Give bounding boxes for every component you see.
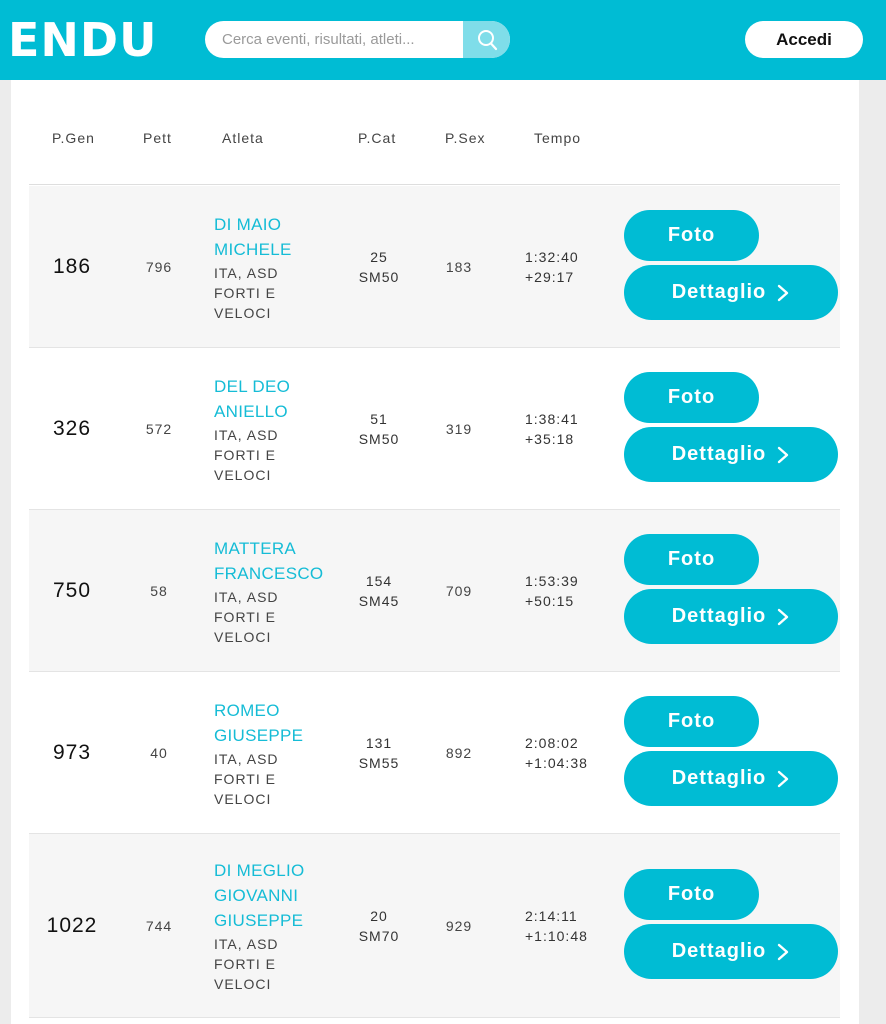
dettaglio-label: Dettaglio bbox=[671, 281, 767, 303]
athlete-name-line: ANIELLO bbox=[214, 401, 288, 421]
table-row bbox=[29, 510, 840, 672]
col-tempo-header[interactable]: Tempo bbox=[534, 130, 582, 146]
col-psex-header[interactable]: P.Sex bbox=[445, 130, 486, 146]
athlete-club bbox=[214, 425, 290, 485]
dettaglio-label: Dettaglio bbox=[671, 443, 767, 465]
col-pett-header[interactable]: Pett bbox=[143, 130, 172, 146]
athlete-club-line: ITA, ASD bbox=[214, 426, 279, 443]
dettaglio-button[interactable] bbox=[624, 427, 838, 482]
athlete-name-link[interactable] bbox=[214, 536, 323, 586]
finish-time: 2:14:11 bbox=[525, 908, 578, 924]
dettaglio-button[interactable] bbox=[624, 924, 838, 979]
athlete-name-line: ROMEO bbox=[214, 700, 280, 720]
foto-button[interactable]: Foto bbox=[624, 372, 759, 423]
athlete-cell bbox=[214, 212, 292, 323]
table-row bbox=[29, 348, 840, 510]
athlete-club-line: ITA, ASD bbox=[214, 750, 279, 767]
chevron-right-icon bbox=[776, 943, 790, 961]
athlete-club-line: FORTI E bbox=[214, 770, 276, 787]
athlete-club-line: VELOCI bbox=[214, 976, 272, 992]
search-button[interactable] bbox=[463, 21, 510, 58]
time-gap: +50:15 bbox=[525, 593, 575, 609]
category-position bbox=[344, 733, 414, 773]
chevron-right-icon bbox=[776, 770, 790, 788]
foto-button[interactable]: Foto bbox=[624, 869, 759, 920]
table-row bbox=[29, 834, 840, 1018]
gender-position: 183 bbox=[445, 259, 473, 275]
foto-button[interactable]: Foto bbox=[624, 534, 759, 585]
time-cell bbox=[525, 906, 588, 946]
athlete-name-line: MICHELE bbox=[214, 239, 292, 259]
foto-button[interactable]: Foto bbox=[624, 210, 759, 261]
athlete-name-link[interactable] bbox=[214, 698, 303, 748]
athlete-club bbox=[214, 587, 323, 647]
category-position bbox=[344, 906, 414, 946]
time-gap: +1:04:38 bbox=[525, 755, 588, 771]
athlete-club bbox=[214, 263, 292, 323]
athlete-name-link[interactable] bbox=[214, 858, 305, 933]
bib-number: 58 bbox=[150, 583, 168, 599]
finish-time: 2:08:02 bbox=[525, 735, 579, 751]
category-rank: 131 bbox=[365, 735, 393, 751]
search-input[interactable] bbox=[205, 21, 463, 58]
search-box bbox=[205, 21, 510, 58]
bib-number: 744 bbox=[145, 918, 173, 934]
athlete-name-link[interactable] bbox=[214, 212, 292, 262]
athlete-name-line: GIUSEPPE bbox=[214, 911, 304, 930]
category-code: SM50 bbox=[358, 431, 400, 447]
bib-number: 572 bbox=[145, 421, 173, 437]
finish-time: 1:53:39 bbox=[525, 573, 579, 589]
category-rank: 20 bbox=[370, 908, 388, 924]
time-cell bbox=[525, 409, 579, 449]
table-row bbox=[29, 672, 840, 834]
dettaglio-button[interactable] bbox=[624, 265, 838, 320]
dettaglio-label: Dettaglio bbox=[671, 605, 767, 627]
athlete-club bbox=[214, 749, 303, 809]
bib-number: 796 bbox=[145, 259, 173, 275]
athlete-name-line: DI MAIO bbox=[214, 214, 282, 234]
bib-number: 40 bbox=[150, 745, 168, 761]
category-rank: 154 bbox=[365, 573, 393, 589]
overall-position: 973 bbox=[52, 741, 92, 764]
athlete-name-line: GIOVANNI bbox=[214, 886, 299, 905]
time-cell bbox=[525, 733, 588, 773]
overall-position: 186 bbox=[52, 255, 92, 278]
finish-time: 1:38:41 bbox=[525, 411, 579, 427]
athlete-cell bbox=[214, 858, 305, 994]
athlete-club-line: VELOCI bbox=[214, 628, 272, 645]
category-position bbox=[344, 409, 414, 449]
athlete-club-line: ITA, ASD bbox=[214, 936, 279, 952]
category-code: SM55 bbox=[358, 755, 400, 771]
athlete-club bbox=[214, 934, 305, 994]
table-row bbox=[29, 186, 840, 348]
athlete-club-line: FORTI E bbox=[214, 284, 276, 301]
athlete-club-line: FORTI E bbox=[214, 446, 276, 463]
endu-logo[interactable]: ENDU bbox=[8, 13, 158, 67]
gender-position: 319 bbox=[445, 421, 473, 437]
chevron-right-icon bbox=[776, 446, 790, 464]
gender-position: 709 bbox=[445, 583, 473, 599]
dettaglio-button[interactable] bbox=[624, 751, 838, 806]
search-icon bbox=[476, 29, 498, 51]
category-code: SM45 bbox=[358, 593, 400, 609]
chevron-right-icon bbox=[776, 608, 790, 626]
athlete-club-line: ITA, ASD bbox=[214, 264, 279, 281]
overall-position: 326 bbox=[52, 417, 92, 440]
category-code: SM50 bbox=[358, 269, 400, 285]
category-code: SM70 bbox=[358, 928, 400, 944]
athlete-club-line: FORTI E bbox=[214, 608, 276, 625]
athlete-name-line: MATTERA bbox=[214, 538, 297, 558]
athlete-name-line: FRANCESCO bbox=[214, 563, 324, 583]
athlete-cell bbox=[214, 698, 303, 809]
athlete-cell bbox=[214, 536, 323, 647]
time-gap: +29:17 bbox=[525, 269, 575, 285]
overall-position: 1022 bbox=[46, 914, 98, 937]
athlete-name-line: DEL DEO bbox=[214, 376, 291, 396]
chevron-right-icon bbox=[776, 284, 790, 302]
dettaglio-label: Dettaglio bbox=[671, 940, 767, 962]
col-atleta-header[interactable]: Atleta bbox=[222, 130, 264, 146]
athlete-name-link[interactable] bbox=[214, 374, 290, 424]
gender-position: 892 bbox=[445, 745, 473, 761]
athlete-name-line: GIUSEPPE bbox=[214, 725, 304, 745]
category-position bbox=[344, 247, 414, 287]
overall-position: 750 bbox=[52, 579, 92, 602]
login-button[interactable]: Accedi bbox=[745, 21, 863, 58]
finish-time: 1:32:40 bbox=[525, 249, 579, 265]
time-gap: +35:18 bbox=[525, 431, 575, 447]
gender-position: 929 bbox=[445, 918, 473, 934]
col-pgen-header[interactable]: P.Gen bbox=[52, 130, 95, 146]
foto-button[interactable]: Foto bbox=[624, 696, 759, 747]
athlete-club-line: VELOCI bbox=[214, 304, 272, 321]
athlete-club-line: ITA, ASD bbox=[214, 588, 279, 605]
time-cell bbox=[525, 247, 579, 287]
dettaglio-label: Dettaglio bbox=[671, 767, 767, 789]
top-bar bbox=[0, 0, 886, 80]
dettaglio-button[interactable] bbox=[624, 589, 838, 644]
category-rank: 51 bbox=[370, 411, 388, 427]
time-gap: +1:10:48 bbox=[525, 928, 588, 944]
athlete-cell bbox=[214, 374, 290, 485]
col-pcat-header[interactable]: P.Cat bbox=[358, 130, 397, 146]
table-header bbox=[29, 80, 840, 185]
athlete-club-line: FORTI E bbox=[214, 956, 276, 972]
category-position bbox=[344, 571, 414, 611]
athlete-club-line: VELOCI bbox=[214, 466, 272, 483]
athlete-name-line: DI MEGLIO bbox=[214, 861, 305, 880]
results-card bbox=[11, 80, 859, 1024]
athlete-club-line: VELOCI bbox=[214, 790, 272, 807]
time-cell bbox=[525, 571, 579, 611]
category-rank: 25 bbox=[370, 249, 388, 265]
